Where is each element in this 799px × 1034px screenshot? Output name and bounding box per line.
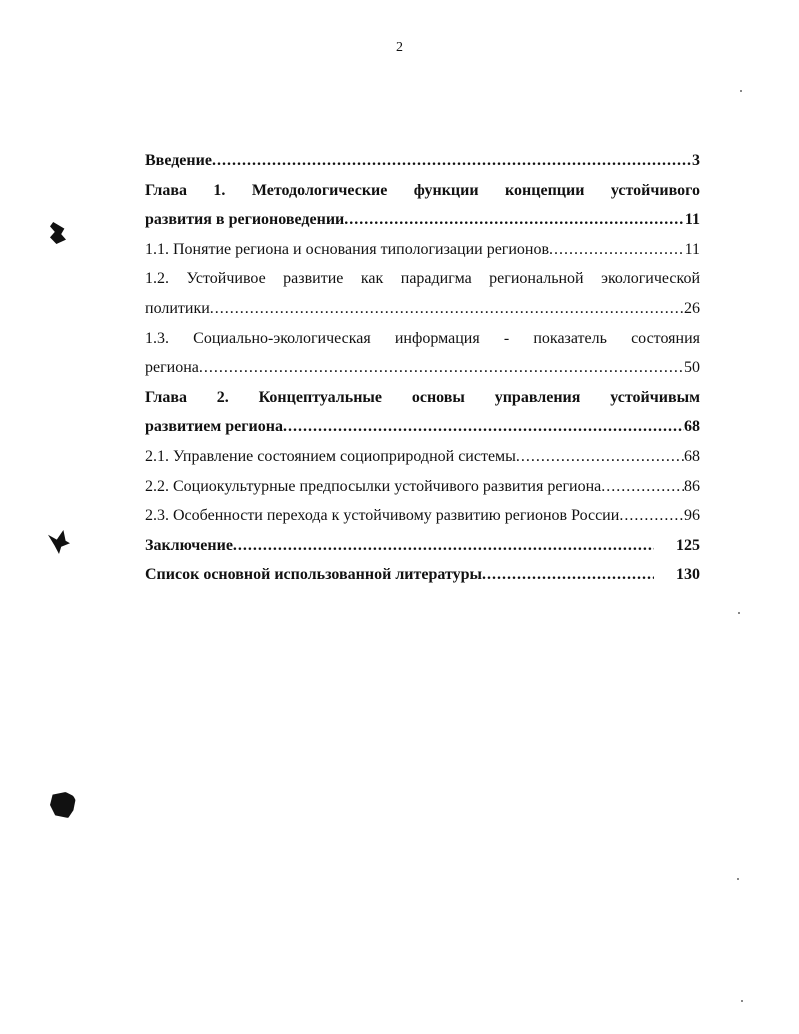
scan-speck [741, 1000, 743, 1002]
toc-entry-title: политики [145, 299, 210, 317]
toc-entry-title: Введение [145, 152, 212, 169]
table-of-contents [145, 146, 700, 590]
toc-entry-title: 2.1. Управление состоянием социоприродной системы [145, 447, 516, 465]
toc-entry-title: развития в регионоведении [145, 211, 345, 229]
scan-ink-mark [50, 792, 76, 818]
page-number: 2 [396, 40, 403, 55]
toc-entry-chapter2-line2[interactable] [145, 412, 700, 442]
scan-speck [737, 878, 739, 880]
toc-entry-title: 1.1. Понятие региона и основания типологизации регионов [145, 240, 550, 258]
dot-leader [233, 531, 654, 561]
toc-entry-page: 68 [684, 418, 700, 436]
toc-entry-title: Заключение [145, 536, 233, 554]
toc-entry-section-1-1[interactable] [145, 235, 700, 265]
scan-ink-mark [50, 222, 66, 244]
toc-entry-section-1-3-line1[interactable]: 1.3. Социально-экологическая информация - показатель состояния [145, 329, 700, 347]
dot-leader [619, 501, 684, 531]
toc-entry-page: 3 [692, 152, 700, 169]
scan-speck [740, 90, 742, 92]
toc-entry-page: 11 [684, 240, 700, 258]
toc-entry-chapter2-line1[interactable]: Глава 2. Концептуальные основы управления устойчивым [145, 388, 700, 406]
toc-entry-title: развитием региона [145, 418, 283, 436]
toc-entry-page: 125 [676, 536, 700, 554]
scan-speck [738, 612, 740, 614]
dot-leader [210, 294, 684, 324]
toc-entry-title: 2.3. Особенности перехода к устойчивому развитию регионов России [145, 507, 620, 525]
toc-entry-chapter1-line2[interactable] [145, 205, 700, 235]
dot-leader [212, 146, 692, 176]
dot-leader [482, 560, 654, 590]
toc-entry-title: региона [145, 359, 199, 377]
toc-entry-page: 86 [684, 477, 700, 495]
toc-entry-section-1-2-line2[interactable] [145, 294, 700, 324]
toc-entry-section-2-3[interactable] [145, 501, 700, 531]
toc-entry-section-2-1[interactable] [145, 442, 700, 472]
toc-entry-conclusion[interactable] [145, 531, 700, 561]
dot-leader [516, 442, 684, 472]
toc-entry-section-2-2[interactable] [145, 472, 700, 502]
toc-entry-chapter1-line1[interactable]: Глава 1. Методологические функции концепции устойчивого [145, 181, 700, 199]
dot-leader [344, 205, 685, 235]
dot-leader [549, 235, 685, 265]
toc-entry-title: 2.2. Социокультурные предпосылки устойчивого развития региона [145, 477, 602, 495]
scan-ink-mark [48, 530, 70, 554]
toc-entry-page: 96 [684, 507, 700, 525]
toc-entry-title: Список основной использованной литературы [145, 566, 482, 584]
toc-entry-page: 50 [684, 359, 700, 377]
toc-entry-section-1-3-line2[interactable] [145, 353, 700, 383]
dot-leader [199, 353, 684, 383]
toc-entry-page: 130 [676, 566, 700, 584]
dot-leader [601, 472, 684, 502]
toc-entry-intro[interactable] [145, 146, 700, 176]
toc-entry-section-1-2-line1[interactable]: 1.2. Устойчивое развитие как парадигма региональной экологической [145, 270, 700, 288]
dot-leader [283, 412, 684, 442]
toc-entry-page: 11 [684, 211, 700, 229]
toc-entry-page: 68 [684, 447, 700, 465]
toc-entry-bibliography[interactable] [145, 560, 700, 590]
toc-entry-page: 26 [684, 299, 700, 317]
